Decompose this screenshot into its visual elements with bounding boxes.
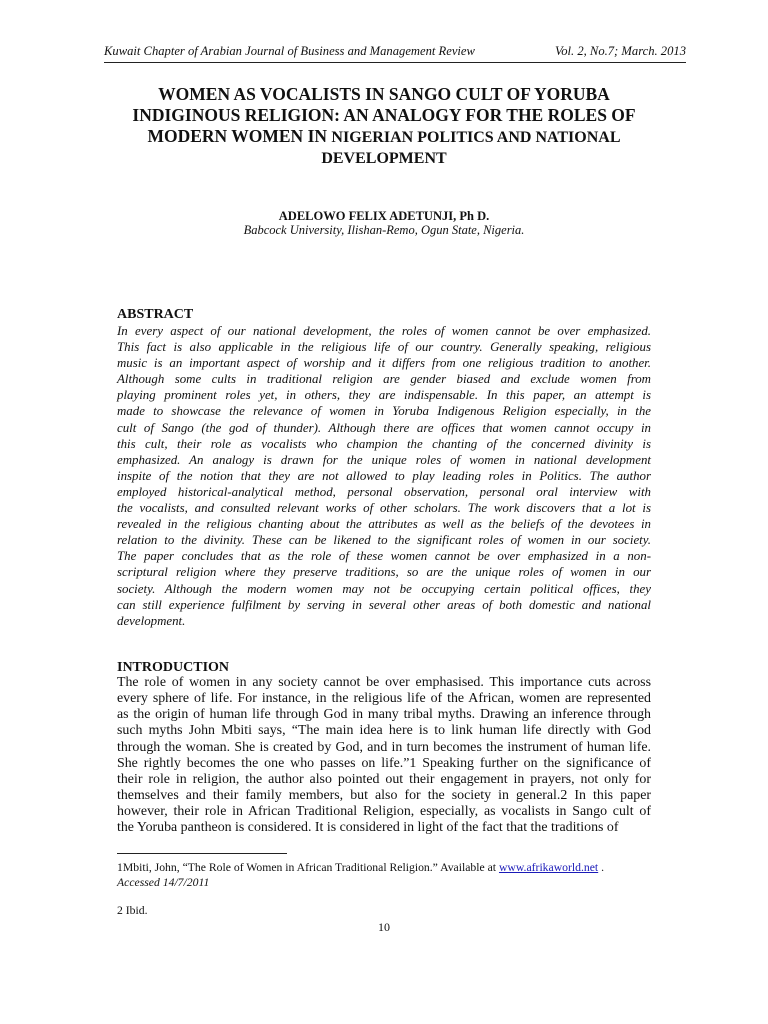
text-line: can still experience fulfilment by serving in several other areas of both domestic and national [117, 597, 651, 612]
footnote-1-accessed: Accessed 14/7/2011 [117, 876, 210, 889]
text-line: their role in religion, the author also pointed out their engagement in prayers, not only for [117, 771, 651, 787]
text-line: cult of Sango (the god of thunder). Although there are offices that women cannot occupy in [117, 420, 651, 435]
running-header [104, 44, 686, 59]
text-line: playing prominent roles yet, in others, they are indispensable. In this paper, an attempt is [117, 388, 651, 403]
footnote-rule [117, 853, 287, 854]
footnote-2: 2 Ibid. [117, 904, 148, 917]
volume-info: Vol. 2, No.7; March. 2013 [554, 44, 686, 58]
journal-name: Kuwait Chapter of Arabian Journal of Business and Management Review [104, 44, 475, 58]
text-line: the vocalists, and consulted relevant works of other scholars. The work discovers that a lot is [117, 501, 651, 516]
abstract-heading: ABSTRACT [117, 307, 194, 322]
text-line: development. [117, 613, 186, 628]
footnote-1-end: . [598, 861, 605, 874]
introduction-heading: INTRODUCTION [117, 660, 230, 675]
text-line: emphasized. An analogy is drawn for the unique roles of women in national development [117, 452, 651, 467]
text-line: scriptural religion where they preserve traditions, so are the unique roles of women in our [117, 565, 651, 580]
text-line: the Yoruba pantheon is considered. It is considered in light of the fact that the traditions of [117, 820, 619, 836]
text-line: She rightly becomes the one who passes on life.”1 Speaking further on the significance of [117, 755, 651, 771]
text-line: music is an important aspect of worship and it differs from one religious tradition to another. [117, 356, 651, 371]
abstract-text [117, 323, 651, 629]
title-line-part: NIGERIAN POLITICS AND NATIONAL [331, 129, 621, 146]
text-line: made to showcase the relevance of women in Yoruba Indigenous Religion especially, in the [117, 404, 651, 419]
text-line: The paper concludes that as the role of these women cannot be over emphasized in a non- [117, 549, 651, 564]
text-line: The role of women in any society cannot be over emphasised. This importance cuts across [117, 675, 651, 690]
footnote-1 [117, 861, 651, 875]
footnote-1-link[interactable]: www.afrikaworld.net [498, 861, 599, 874]
header-rule [104, 62, 686, 63]
text-line: this cult, their role as vocalists who champion the chanting of the concerned divinity is [117, 436, 651, 451]
title-line: WOMEN AS VOCALISTS IN SANGO CULT OF YORUBA [158, 84, 610, 104]
text-line: This fact is also applicable in the religious life of our country. Generally speaking, religious [117, 340, 651, 355]
page-number: 10 [378, 920, 390, 934]
introduction-text [117, 675, 651, 837]
text-line: through the woman. She is created by God, and in turn becomes the instrument of human life. [117, 739, 651, 755]
text-line: themselves and their family members, but also for the society in general.2 In this paper [117, 788, 651, 804]
text-line: society. Although the modern women may not be occupying certain political offices, they [117, 581, 651, 596]
text-line: relation to the divinity. These can be likened to the significant roles of women in our society. [117, 533, 651, 548]
title-line [110, 126, 658, 148]
paper-title [110, 84, 658, 169]
text-line: employed historical-analytical method, personal observation, personal oral interview with [117, 484, 651, 499]
author-name: ADELOWO FELIX ADETUNJI, Ph D. [278, 209, 490, 223]
text-line: as the origin of human life through God in many tribal myths. Drawing an inference through [117, 707, 651, 723]
text-line: however, their role in African Traditional Religion, especially, as vocalists in Sango cult of [117, 804, 651, 820]
text-line: revealed in the religious chanting about the attributes as well as the beliefs of the devotees in [117, 517, 651, 532]
text-line: inspite of the notion that they are not allowed to play leading roles in Politics. The author [117, 468, 651, 483]
footnote-1-text: 1Mbiti, John, “The Role of Women in African Traditional Religion.” Available at [117, 861, 499, 874]
author-affiliation: Babcock University, Ilishan-Remo, Ogun State, Nigeria. [243, 223, 525, 237]
text-line: Although some cults in traditional religion are gender biased and exclude women from [117, 372, 651, 387]
title-line: DEVELOPMENT [321, 150, 447, 167]
title-line-part: MODERN WOMEN IN [147, 126, 332, 146]
text-line: In every aspect of our national development, the roles of women cannot be over emphasized. [117, 324, 651, 338]
title-line: INDIGINOUS RELIGION: AN ANALOGY FOR THE ROLES OF [132, 105, 636, 125]
text-line: every sphere of life. For instance, in the religious life of the African, women are represented [117, 691, 651, 707]
text-line: such myths John Mbiti says, “The main idea here is to link human life directly with God [117, 723, 651, 739]
